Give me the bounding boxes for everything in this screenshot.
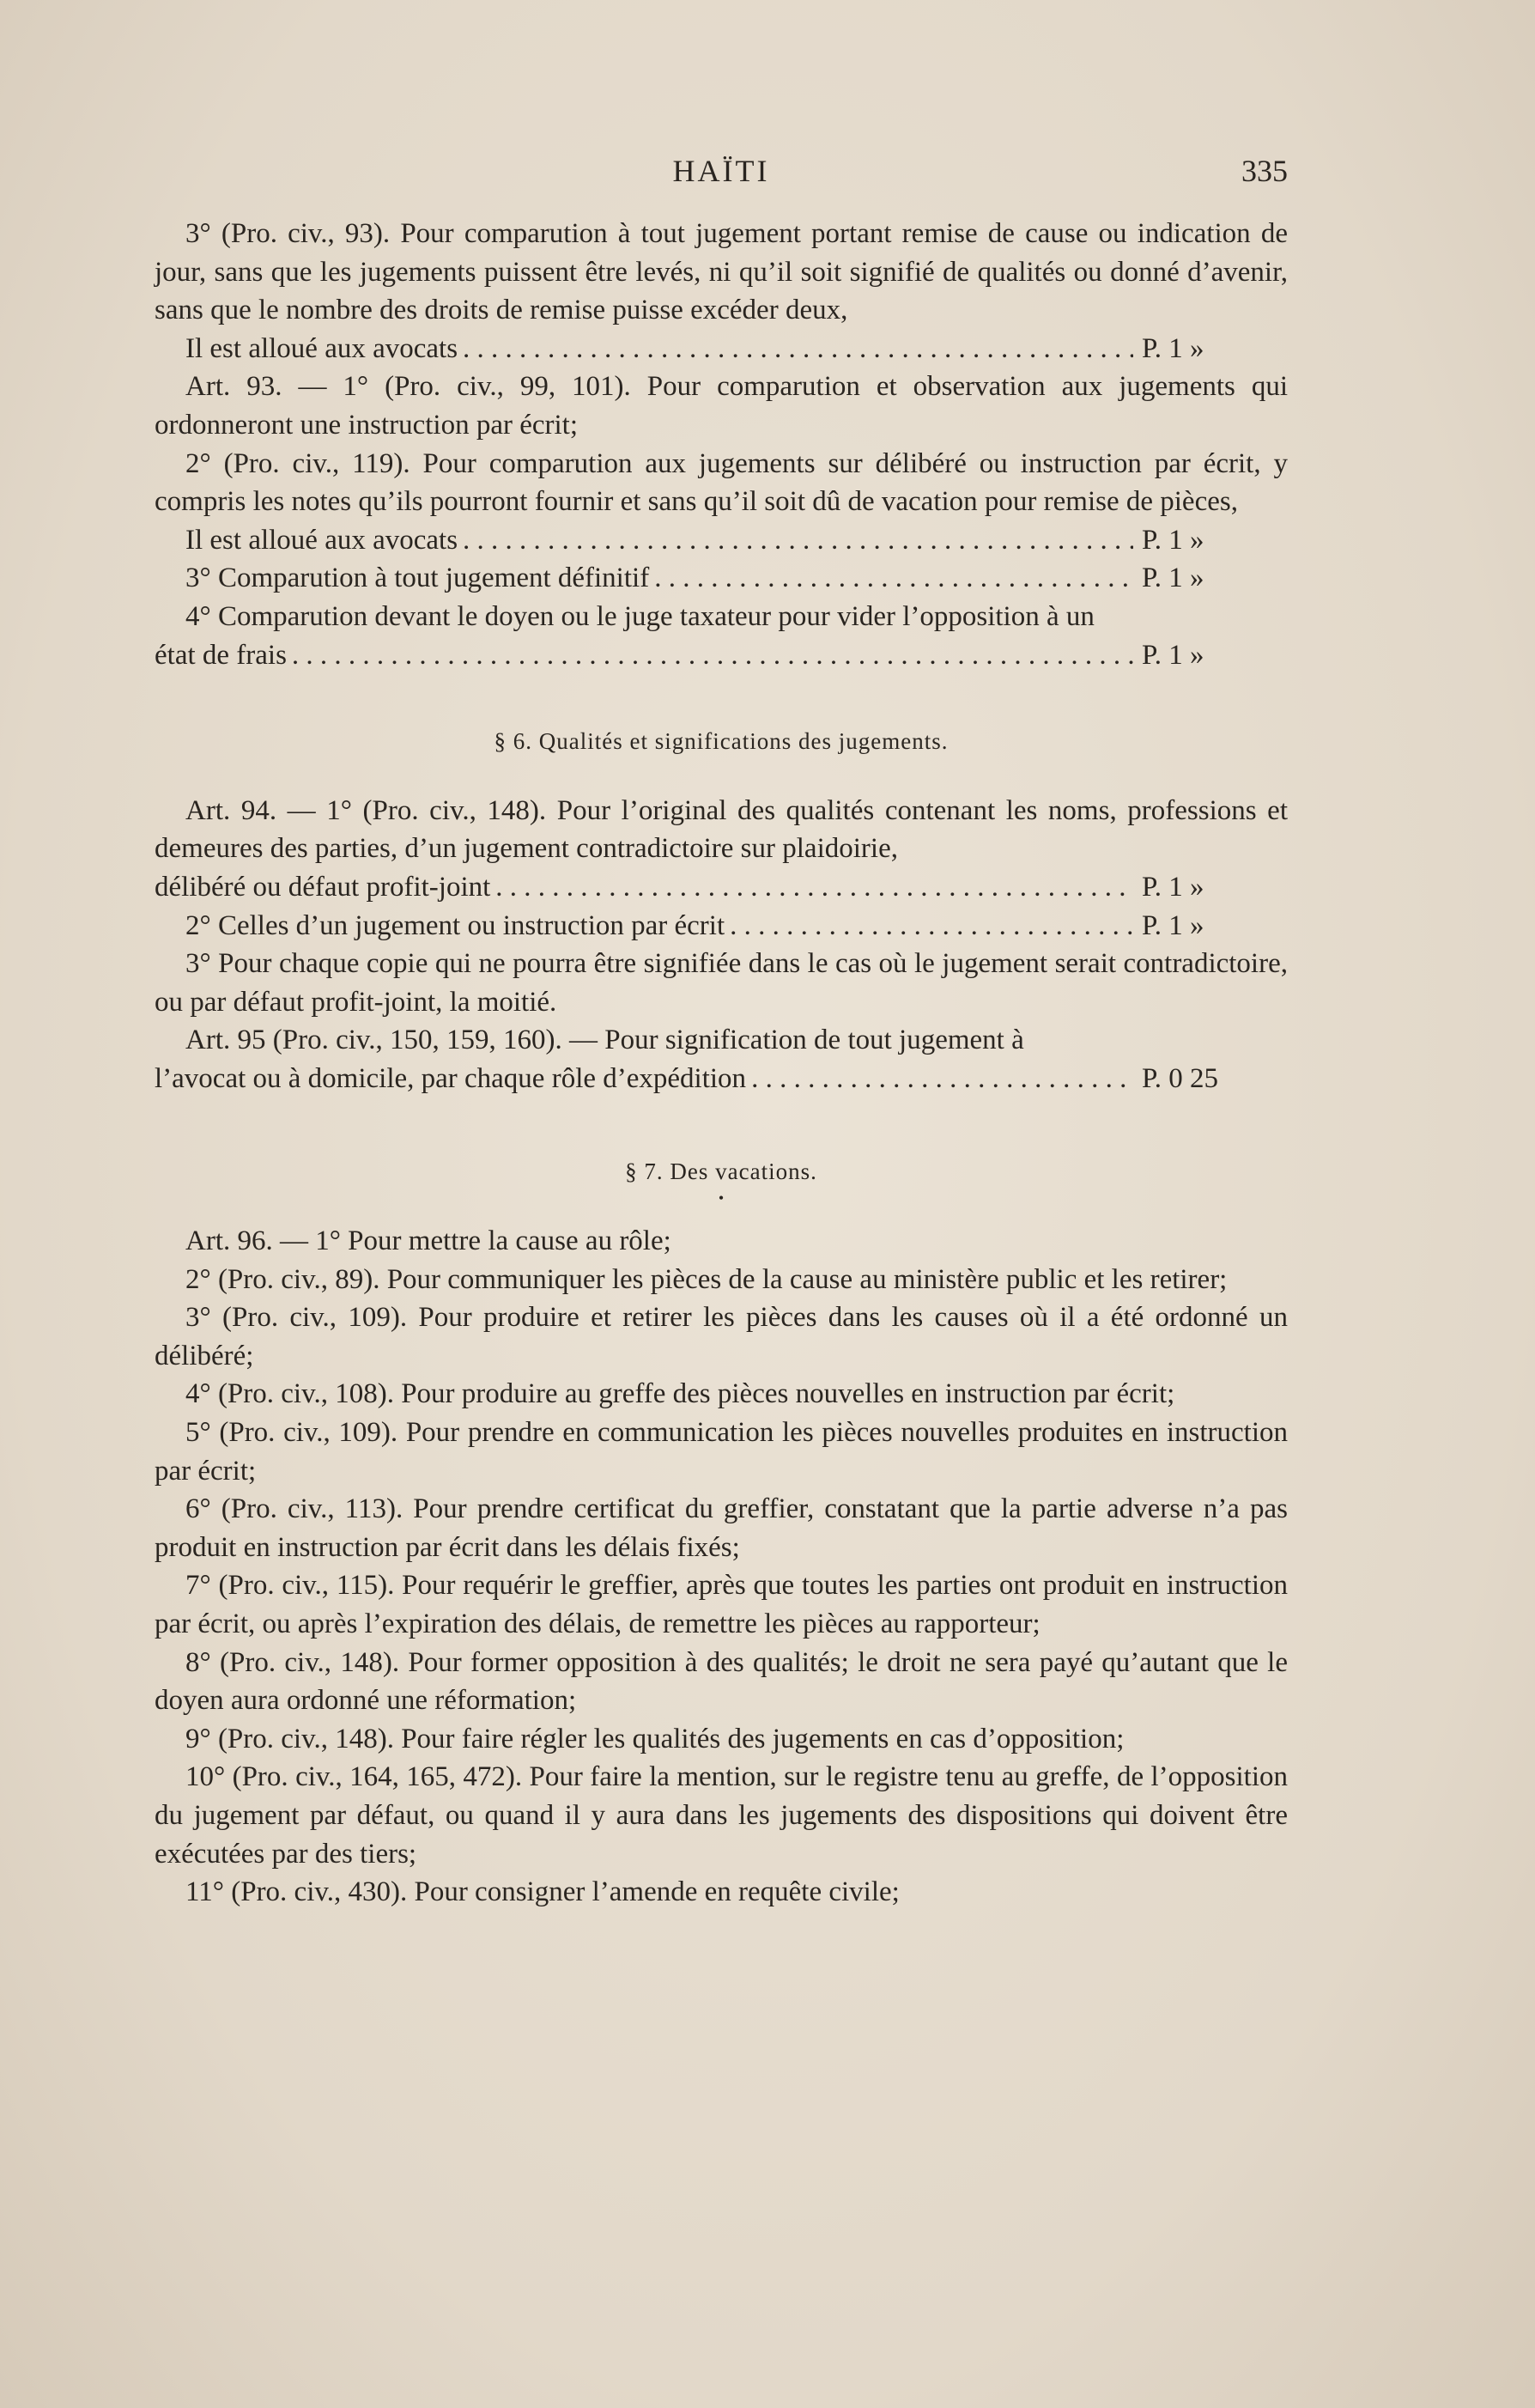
- fee-line: [155, 330, 1288, 368]
- dot-leader: [746, 1060, 1133, 1098]
- fee-label: 2° Celles d’un jugement ou instruction par écrit: [185, 909, 725, 941]
- paragraph: 4° Comparution devant le doyen ou le juge taxateur pour vider l’opposition à un: [185, 600, 1095, 632]
- fee-amount: P. 1 »: [1142, 639, 1204, 671]
- paragraph: 3° (Pro. civ., 93). Pour comparution à tout jugement portant remise de cause ou indication de jour, sans que les jugements puissent être levés, ni qu’il soit signifié de qualités ou donné d’avenir, sans que le nombre des droits de remise puisse excéder deux,: [155, 218, 1288, 326]
- list-item: 6° (Pro. civ., 113). Pour prendre certificat du greffier, constatant que la partie adverse n’a pas produit en instruction par écrit dans les délais fixés;: [155, 1493, 1288, 1563]
- fee-line: [155, 907, 1288, 946]
- section-heading: § 7. Des vacations.: [625, 1158, 817, 1185]
- dot-leader: [649, 559, 1133, 598]
- fee-line: [155, 636, 1288, 675]
- dot-leader: [725, 907, 1133, 946]
- list-item: 9° (Pro. civ., 148). Pour faire régler les qualités des jugements en cas d’opposition;: [185, 1723, 1125, 1754]
- fee-amount: P. 1 »: [1142, 562, 1204, 594]
- fee-amount: P. 0 25: [1142, 1062, 1218, 1094]
- dot-leader: [458, 521, 1133, 560]
- fee-amount: P. 1 »: [1142, 524, 1204, 556]
- fee-line: [155, 521, 1288, 560]
- paragraph: Art. 93. — 1° (Pro. civ., 99, 101). Pour comparution et observation aux jugements qui ordonneront une instruction par écrit;: [155, 371, 1288, 441]
- fee-label: état de frais: [155, 639, 287, 671]
- running-title: HAÏTI: [672, 154, 770, 188]
- dot-leader: [287, 636, 1133, 675]
- dot-leader: [490, 868, 1133, 907]
- list-item: 11° (Pro. civ., 430). Pour consigner l’amende en requête civile;: [185, 1876, 900, 1908]
- list-item: 2° (Pro. civ., 89). Pour communiquer les pièces de la cause au ministère public et les retirer;: [185, 1263, 1228, 1295]
- list-item: 8° (Pro. civ., 148). Pour former opposition à des qualités; le droit ne sera payé qu’autant que le doyen aura ordonné une réformation;: [155, 1646, 1288, 1717]
- section-heading: § 6. Qualités et significations des jugements.: [494, 728, 949, 755]
- fee-label: 3° Comparution à tout jugement définitif: [185, 562, 650, 594]
- fee-label: délibéré ou défaut profit-joint: [155, 871, 491, 903]
- fee-amount: P. 1 »: [1142, 871, 1204, 903]
- page-number: 335: [1241, 154, 1288, 188]
- list-item: 10° (Pro. civ., 164, 165, 472). Pour faire la mention, sur le registre tenu au greffe, de l’opposition du jugement par défaut, ou quand il y aura dans les jugements des dispositions qui doivent être exécutées par des tiers;: [155, 1761, 1288, 1870]
- fee-label: Il est alloué aux avocats: [185, 332, 458, 364]
- list-item: 4° (Pro. civ., 108). Pour produire au greffe des pièces nouvelles en instruction par écrit;: [185, 1378, 1175, 1410]
- fee-amount: P. 1 »: [1142, 332, 1204, 364]
- paragraph: Art. 94. — 1° (Pro. civ., 148). Pour l’original des qualités contenant les noms, professions et demeures des parties, d’un jugement contradictoire sur plaidoirie,: [155, 794, 1288, 865]
- running-header: [155, 153, 1288, 196]
- dot-leader: [458, 330, 1133, 368]
- list-item: 5° (Pro. civ., 109). Pour prendre en communication les pièces nouvelles produites en instruction par écrit;: [155, 1417, 1288, 1487]
- paragraph: 3° Pour chaque copie qui ne pourra être signifiée dans le cas où le jugement serait contradictoire, ou par défaut profit-joint, la moitié.: [155, 948, 1288, 1018]
- bullet-mark: •: [718, 1189, 725, 1207]
- page-body: [155, 215, 1288, 1912]
- list-item: Art. 96. — 1° Pour mettre la cause au rôle;: [185, 1225, 671, 1257]
- paragraph: 2° (Pro. civ., 119). Pour comparution aux jugements sur délibéré ou instruction par écrit, y compris les notes qu’ils pourront fournir et sans qu’il soit dû de vacation pour remise de pièces,: [155, 447, 1288, 518]
- fee-label: Il est alloué aux avocats: [185, 524, 458, 556]
- fee-line: [155, 868, 1288, 907]
- fee-amount: P. 1 »: [1142, 909, 1204, 941]
- fee-line: [155, 559, 1288, 598]
- paragraph: Art. 95 (Pro. civ., 150, 159, 160). — Pour signification de tout jugement à: [185, 1025, 1024, 1056]
- fee-label: l’avocat ou à domicile, par chaque rôle d’expédition: [155, 1062, 747, 1094]
- fee-line: [155, 1060, 1288, 1098]
- list-item: 7° (Pro. civ., 115). Pour requérir le greffier, après que toutes les parties ont produit en instruction par écrit, ou après l’expiration des délais, de remettre les pièces au rapporteur;: [155, 1570, 1288, 1639]
- list-item: 3° (Pro. civ., 109). Pour produire et retirer les pièces dans les causes où il a été ordonné un délibéré;: [155, 1302, 1288, 1371]
